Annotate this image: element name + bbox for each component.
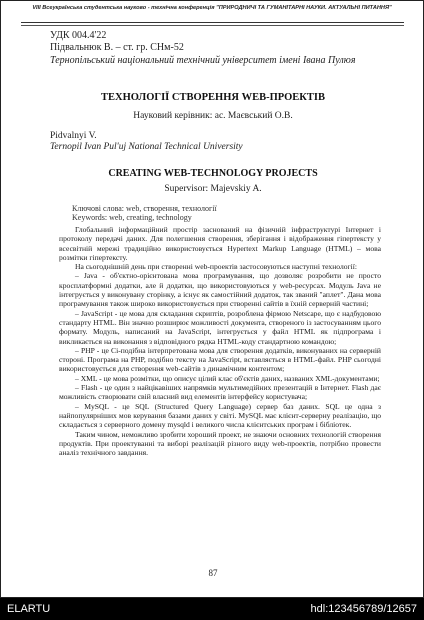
- keywords-en: Keywords: web, creating, technology: [72, 213, 192, 222]
- list-item-mysql: – MySQL - це SQL (Structured Query Language) сервер баз даних. SQL це одна з найпопулярніших мов керування базами даних у світі. MySQL має клієнт-серверну реалізацію, що складається з серверного домену mysqld і великого числа клієнтських програм і бібліотек.: [59, 401, 381, 430]
- paragraph-conclusion: Таким чином, неможливо зробити хороший проект, не знаючи основних технологій створення продуктів. При проектуванні та виборі реалізацій різного виду web-проектів, потрібно провести аналіз технічного завдання.: [59, 429, 381, 458]
- list-item-java: – Java - об'єктно-орієнтована мова програмування, що дозволяє розробити не просто кросплатформні додатки, але й додатки, що використовуються у web-ресурсах. Модуль Java не інтегрується у виконувану сторінку, а існує як самостійний додаток, так званий "аплет". Дана мова програмування також широко використовується при створенні сайтів в їхній серверній частині;: [59, 271, 381, 309]
- header-rule: [21, 22, 404, 23]
- author-en: Pidvalnyi V.: [50, 131, 97, 141]
- title-ua: ТЕХНОЛОГІЇ СТВОРЕННЯ WEB-ПРОЕКТІВ: [101, 92, 325, 103]
- conference-header: VIII Всеукраїнська студентська науково - технічна конференція "ПРИРОДНИЧІ ТА ГУМАНІТАРНІ НАУКИ. АКТУАЛЬНІ ПИТАННЯ": [32, 5, 392, 11]
- list-item-php: – PHP - це Сі-подібна інтерпретована мова для створення додатків, виконуваних на серверній стороні. Програма на PHP, подібно тексту на JavaScript, вставляється в HTML-файл. PHP сьогодні використовується для створення web-сайтів з динамічним контентом;: [59, 345, 381, 374]
- university-en: Ternopil Ivan Pul'uj National Technical University: [50, 142, 243, 152]
- article-body: [59, 225, 381, 457]
- paragraph-technologies: На сьогоднішній день при створенні web-проектів застосовуються наступні технології:: [75, 262, 357, 272]
- university-ua: Тернопільський національний технічний університет імені Івана Пулюя: [50, 55, 356, 66]
- repository-footer: [0, 598, 424, 620]
- list-item-javascript: – JavaScript - це мова для складання скриптів, розроблена фірмою Netscape, що є надбудовою стандарту HTML. Він значно розширює можливості документа, створеного із застосуванням цього формату. Модуль, написаний на JavaScript, інтегрується у файл HTML як підпрограма і викликається на виконання з відповідного рядка HTML-коду стандартною командою;: [59, 308, 381, 346]
- author-ua: Підвальнюк В. – ст. гр. СНм-52: [50, 42, 184, 53]
- header-rule-thin: [21, 25, 404, 26]
- list-item-xml: – XML - це мова розмітки, що описує цілий клас об'єктів даних, названих XML-документами;: [75, 373, 380, 383]
- list-item-flash: – Flash - це один з найцікавіших напрямків мультимедійних презентацій в Інтернет. Flash дає можливість створювати свій власний вид елементів інтерфейсу користувача;: [59, 383, 381, 402]
- repository-name: ELARTU: [7, 603, 51, 615]
- page-number: 87: [208, 568, 218, 578]
- supervisor-ua: Науковий керівник: ас. Маєвський О.В.: [133, 111, 293, 121]
- handle-identifier: hdl:123456789/12657: [310, 603, 417, 615]
- keywords-ua: Ключові слова: web, створення, технології: [72, 204, 217, 213]
- title-en: CREATING WEB-TECHNOLOGY PROJECTS: [108, 168, 318, 179]
- paragraph-intro: Глобальний інформаційний простір заснований на фізичній інфраструктурі Інтернет і протоколу передачі даних. Для полегшення створення, зберігання і відображення гіпертексту у всесвітній мережі традиційно використовується Hypertext Markup Language (HTML) – мова розмітки гіпертексту.: [59, 225, 381, 262]
- udc-code: УДК 004.4'22: [50, 30, 107, 41]
- supervisor-en: Supervisor: Majevskiy A.: [164, 184, 262, 194]
